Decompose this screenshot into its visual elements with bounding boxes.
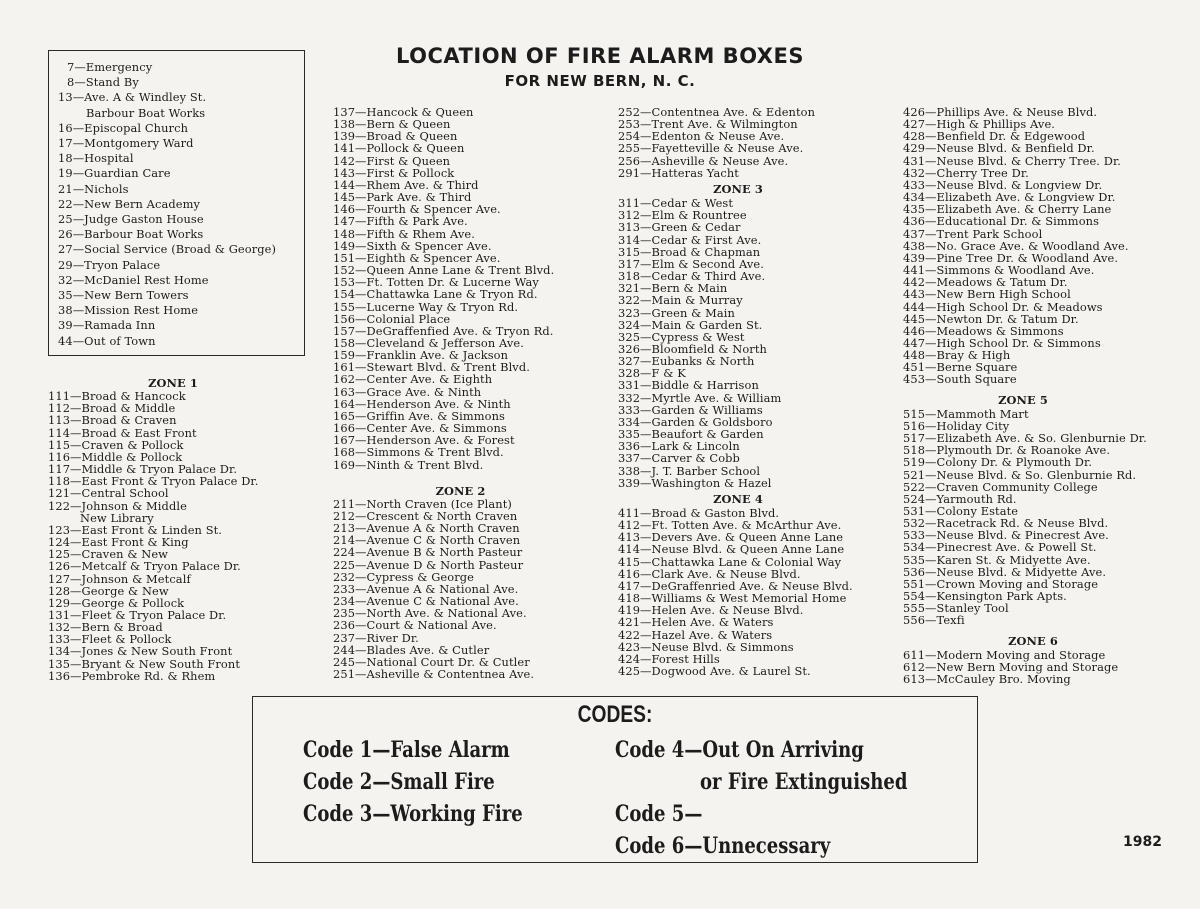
list-item: 422—Hazel Ave. & Waters	[618, 627, 773, 642]
list-item: 161—Stewart Blvd. & Trent Blvd.	[333, 360, 530, 375]
list-item: 439—Pine Tree Dr. & Woodland Ave.	[903, 250, 1119, 265]
list-item: 129—George & Pollock	[48, 595, 185, 610]
list-item: 126—Metcalf & Tryon Palace Dr.	[48, 559, 241, 574]
list-item: 432—Cherry Tree Dr.	[903, 165, 1029, 180]
list-item: 117—Middle & Tryon Palace Dr.	[48, 462, 238, 477]
list-item: 137—Hancock & Queen	[333, 105, 474, 119]
list-item: 337—Carver & Cobb	[618, 451, 740, 466]
list-item: 325—Cypress & West	[618, 329, 745, 344]
list-item: 136—Pembroke Rd. & Rhem	[48, 668, 216, 683]
list-item: 436—Educational Dr. & Simmons	[903, 214, 1100, 229]
list-item: 416—Clark Ave. & Neuse Blvd.	[618, 566, 801, 581]
list-item: 339—Washington & Hazel	[618, 475, 772, 490]
list-item: 336—Lark & Lincoln	[618, 439, 740, 454]
list-item: 32—McDaniel Rest Home	[58, 272, 209, 287]
list-item: 145—Park Ave. & Third	[333, 190, 472, 205]
list-item: 412—Ft. Totten Ave. & McArthur Ave.	[618, 518, 842, 533]
list-item: 438—No. Grace Ave. & Woodland Ave.	[903, 238, 1129, 253]
list-item: 443—New Bern High School	[903, 287, 1071, 302]
list-item: 116—Middle & Pollock	[48, 449, 183, 464]
list-item: 423—Neuse Blvd. & Simmons	[618, 639, 794, 654]
list-item: 424—Forest Hills	[618, 651, 720, 666]
list-item: 331—Biddle & Harrison	[618, 378, 759, 393]
list-item: 524—Yarmouth Rd.	[903, 491, 1017, 506]
list-item: 131—Fleet & Tryon Palace Dr.	[48, 607, 227, 622]
list-item: 7—Emergency	[67, 60, 153, 74]
list-item: 551—Crown Moving and Storage	[903, 576, 1099, 591]
list-item: 169—Ninth & Trent Blvd.	[333, 457, 484, 472]
list-item: 111—Broad & Hancock	[48, 389, 186, 404]
list-item: 335—Beaufort & Garden	[618, 427, 764, 442]
list-item: 224—Avenue B & North Pasteur	[333, 545, 523, 560]
list-item: 211—North Craven (Ice Plant)	[333, 496, 512, 511]
list-item: 323—Green & Main	[618, 305, 735, 320]
zone4-heading: ZONE 4	[713, 491, 763, 506]
list-item: 18—Hospital	[58, 151, 134, 166]
list-item: 122—Johnson & Middle	[48, 498, 187, 513]
list-item: 516—Holiday City	[903, 418, 1010, 433]
list-item: 134—Jones & New South Front	[48, 644, 233, 659]
list-item: 153—Ft. Totten Dr. & Lucerne Way	[333, 275, 539, 290]
zone1-heading: ZONE 1	[148, 376, 198, 390]
list-item: 19—Guardian Care	[58, 166, 171, 181]
list-item: 16—Episcopal Church	[58, 120, 189, 135]
list-item: 531—Colony Estate	[903, 504, 1019, 518]
list-item: 38—Mission Rest Home	[58, 303, 199, 318]
zone3-heading: ZONE 3	[713, 181, 763, 196]
list-item: 237—River Dr.	[333, 630, 419, 645]
list-item: 138—Bern & Queen	[333, 117, 451, 132]
list-item: 522—Craven Community College	[903, 479, 1098, 494]
list-item: 255—Fayetteville & Neuse Ave.	[618, 141, 804, 156]
list-item: 141—Pollock & Queen	[333, 141, 465, 156]
list-item: 213—Avenue A & North Craven	[333, 521, 520, 536]
list-item: 225—Avenue D & North Pasteur	[333, 557, 524, 572]
list-item: 429—Neuse Blvd. & Benfield Dr.	[903, 141, 1095, 156]
list-item: 555—Stanley Tool	[903, 601, 1009, 616]
list-item: 166—Center Ave. & Simmons	[333, 421, 507, 436]
list-item: 149—Sixth & Spencer Ave.	[333, 238, 492, 253]
list-item: 521—Neuse Blvd. & So. Glenburnie Rd.	[903, 467, 1137, 482]
list-item: 533—Neuse Blvd. & Pinecrest Ave.	[903, 528, 1109, 543]
list-item: 419—Helen Ave. & Neuse Blvd.	[618, 603, 804, 618]
zone5-heading: ZONE 5	[998, 392, 1048, 407]
list-item: 253—Trent Ave. & Wilmington	[618, 117, 798, 132]
list-item: 44—Out of Town	[58, 333, 156, 348]
code-4-continued: or Fire Extinguished	[700, 769, 908, 795]
list-item: 112—Broad & Middle	[48, 401, 176, 416]
list-item: 312—Elm & Rountree	[618, 208, 747, 223]
list-item: 414—Neuse Blvd. & Queen Anne Lane	[618, 542, 845, 557]
list-item: 233—Avenue A & National Ave.	[333, 581, 519, 596]
list-item: 159—Franklin Ave. & Jackson	[333, 348, 509, 363]
list-item: 22—New Bern Academy	[58, 196, 201, 211]
list-item: 244—Blades Ave. & Cutler	[333, 642, 490, 657]
list-item: 162—Center Ave. & Eighth	[333, 372, 493, 387]
list-item: 515—Mammoth Mart	[903, 406, 1029, 421]
list-item: 163—Grace Ave. & Ninth	[333, 384, 482, 399]
list-item: 437—Trent Park School	[903, 226, 1043, 241]
list-item: 252—Contentnea Ave. & Edenton	[618, 105, 816, 119]
list-item: 256—Asheville & Neuse Ave.	[618, 153, 789, 168]
list-item: 535—Karen St. & Midyette Ave.	[903, 552, 1091, 567]
list-item: 427—High & Phillips Ave.	[903, 117, 1056, 132]
zone6-heading: ZONE 6	[1008, 633, 1058, 648]
list-item: 114—Broad & East Front	[48, 425, 197, 440]
list-item: 444—High School Dr. & Meadows	[903, 299, 1103, 314]
list-item: 214—Avenue C & North Craven	[333, 533, 521, 548]
code-1: Code 1—False Alarm	[303, 737, 510, 763]
list-item: 143—First & Pollock	[333, 165, 455, 180]
list-item: 236—Court & National Ave.	[333, 618, 497, 633]
list-item: 251—Asheville & Contentnea Ave.	[333, 667, 535, 682]
list-item: 128—George & New	[48, 583, 169, 598]
list-item: 123—East Front & Linden St.	[48, 522, 223, 537]
list-item: 147—Fifth & Park Ave.	[333, 214, 468, 229]
list-item: 442—Meadows & Tatum Dr.	[903, 275, 1068, 290]
page-title: LOCATION OF FIRE ALARM BOXES	[396, 44, 804, 68]
list-item: 311—Cedar & West	[618, 196, 734, 211]
list-item: 611—Modern Moving and Storage	[903, 647, 1106, 662]
code-3: Code 3—Working Fire	[303, 801, 523, 827]
list-item: 322—Main & Murray	[618, 293, 743, 308]
list-item: 127—Johnson & Metcalf	[48, 571, 191, 586]
list-item: 327—Eubanks & North	[618, 354, 755, 369]
list-item: 142—First & Queen	[333, 153, 451, 168]
list-item: 434—Elizabeth Ave. & Longview Dr.	[903, 190, 1116, 205]
list-item: 519—Colony Dr. & Plymouth Dr.	[903, 455, 1093, 470]
list-item: 121—Central School	[48, 486, 169, 501]
list-item: 29—Tryon Palace	[58, 257, 161, 272]
special-boxes-list	[58, 60, 276, 349]
year-label: 1982	[1123, 834, 1162, 850]
list-item: 324—Main & Garden St.	[618, 317, 763, 332]
list-item: 425—Dogwood Ave. & Laurel St.	[618, 664, 811, 679]
list-item: 212—Crescent & North Craven	[333, 509, 518, 523]
list-item: 151—Eighth & Spencer Ave.	[333, 250, 501, 265]
list-item: 146—Fourth & Spencer Ave.	[333, 202, 501, 217]
page-subtitle: FOR NEW BERN, N. C.	[504, 72, 696, 90]
list-item: 556—Texfi	[903, 613, 965, 628]
list-item: 612—New Bern Moving and Storage	[903, 659, 1119, 674]
list-item: 132—Bern & Broad	[48, 620, 163, 635]
list-item: 139—Broad & Queen	[333, 129, 458, 144]
list-item: 245—National Court Dr. & Cutler	[333, 654, 530, 669]
list-item: 433—Neuse Blvd. & Longview Dr.	[903, 177, 1103, 192]
list-item: 446—Meadows & Simmons	[903, 323, 1064, 338]
list-item: 232—Cypress & George	[333, 569, 475, 584]
code-4: Code 4—Out On Arriving	[615, 737, 864, 763]
list-item: 314—Cedar & First Ave.	[618, 232, 762, 247]
codes-box	[252, 696, 978, 863]
list-item: 448—Bray & High	[903, 348, 1011, 363]
column-2	[333, 106, 588, 680]
list-item: 435—Elizabeth Ave. & Cherry Lane	[903, 202, 1112, 217]
list-item: 421—Helen Ave. & Waters	[618, 615, 774, 630]
list-item: 326—Bloomfield & North	[618, 341, 767, 356]
list-item: 428—Benfield Dr. & Edgewood	[903, 129, 1086, 144]
list-item: 167—Henderson Ave. & Forest	[333, 433, 515, 448]
list-item: 411—Broad & Gaston Blvd.	[618, 506, 780, 520]
list-item: 158—Cleveland & Jefferson Ave.	[333, 335, 524, 350]
list-item: 415—Chattawka Lane & Colonial Way	[618, 554, 842, 569]
list-item: 291—Hatteras Yacht	[618, 165, 739, 180]
list-item: 157—DeGraffenfied Ave. & Tryon Rd.	[333, 323, 554, 338]
list-item: 451—Berne Square	[903, 360, 1018, 375]
list-item: 418—Williams & West Memorial Home	[618, 591, 847, 606]
list-item: 21—Nichols	[58, 181, 129, 196]
list-item: 426—Phillips Ave. & Neuse Blvd.	[903, 105, 1098, 119]
list-item: Barbour Boat Works	[86, 105, 206, 120]
list-item: 234—Avenue C & National Ave.	[333, 594, 519, 609]
zone2-heading: ZONE 2	[435, 483, 486, 498]
list-item: 124—East Front & King	[48, 535, 189, 550]
list-item: 317—Elm & Second Ave.	[618, 256, 764, 271]
list-item: 17—Montgomery Ward	[58, 136, 194, 151]
list-item: 518—Plymouth Dr. & Roanoke Ave.	[903, 443, 1111, 458]
code-6: Code 6—Unnecessary	[615, 833, 831, 859]
list-item: 13—Ave. A & Windley St.	[58, 90, 207, 105]
list-item: 338—J. T. Barber School	[618, 463, 761, 478]
list-item: 156—Colonial Place	[333, 311, 451, 326]
list-item: 113—Broad & Craven	[48, 413, 177, 428]
list-item: 431—Neuse Blvd. & Cherry Tree. Dr.	[903, 153, 1121, 168]
list-item: 154—Chattawka Lane & Tryon Rd.	[333, 287, 538, 302]
list-item: 235—North Ave. & National Ave.	[333, 606, 527, 621]
list-item: 554—Kensington Park Apts.	[903, 589, 1067, 604]
list-item: 613—McCauley Bro. Moving	[903, 672, 1071, 687]
list-item: 453—South Square	[903, 372, 1017, 387]
list-item: 164—Henderson Ave. & Ninth	[333, 396, 511, 411]
list-item: 165—Griffin Ave. & Simmons	[333, 408, 505, 423]
list-item: 25—Judge Gaston House	[58, 212, 204, 227]
list-item: 334—Garden & Goldsboro	[618, 414, 773, 429]
list-item: 118—East Front & Tryon Palace Dr.	[48, 474, 259, 489]
list-item: 135—Bryant & New South Front	[48, 656, 240, 671]
list-item: 26—Barbour Boat Works	[58, 227, 204, 242]
list-item: 115—Craven & Pollock	[48, 437, 184, 452]
list-item: 313—Green & Cedar	[618, 220, 741, 235]
column-3	[618, 106, 858, 677]
list-item: 333—Garden & Williams	[618, 402, 763, 417]
list-item: 332—Myrtle Ave. & William	[618, 390, 782, 405]
list-item: 417—DeGraffenried Ave. & Neuse Blvd.	[618, 578, 853, 593]
list-item: 35—New Bern Towers	[58, 288, 189, 303]
list-item: 144—Rhem Ave. & Third	[333, 177, 479, 192]
list-item: 254—Edenton & Neuse Ave.	[618, 129, 785, 144]
list-item: 27—Social Service (Broad & George)	[58, 242, 277, 257]
code-5: Code 5—	[615, 801, 703, 827]
list-item: 318—Cedar & Third Ave.	[618, 269, 766, 284]
list-item: 532—Racetrack Rd. & Neuse Blvd.	[903, 516, 1109, 531]
list-item: 133—Fleet & Pollock	[48, 632, 172, 647]
list-item: 148—Fifth & Rhem Ave.	[333, 226, 475, 241]
column-4	[903, 106, 1163, 685]
list-item: 413—Devers Ave. & Queen Anne Lane	[618, 530, 844, 545]
list-item: 155—Lucerne Way & Tryon Rd.	[333, 299, 519, 314]
zone1-column	[48, 377, 298, 682]
list-item: 315—Broad & Chapman	[618, 244, 761, 259]
code-2: Code 2—Small Fire	[303, 769, 495, 795]
list-item: 125—Craven & New	[48, 547, 169, 562]
list-item: 517—Elizabeth Ave. & So. Glenburnie Dr.	[903, 431, 1147, 446]
list-item: 39—Ramada Inn	[58, 318, 156, 333]
list-item: 447—High School Dr. & Simmons	[903, 335, 1101, 350]
codes-title: CODES:	[577, 701, 653, 728]
list-item: 8—Stand By	[67, 75, 139, 90]
list-item: 328—F & K	[618, 366, 686, 381]
list-item: 168—Simmons & Trent Blvd.	[333, 445, 504, 460]
list-item: 441—Simmons & Woodland Ave.	[903, 263, 1095, 278]
list-item: 152—Queen Anne Lane & Trent Blvd.	[333, 263, 555, 278]
list-item: 445—Newton Dr. & Tatum Dr.	[903, 311, 1079, 326]
list-item: New Library	[80, 510, 154, 525]
list-item: 536—Neuse Blvd. & Midyette Ave.	[903, 564, 1107, 579]
list-item: 321—Bern & Main	[618, 281, 728, 296]
list-item: 534—Pinecrest Ave. & Powell St.	[903, 540, 1097, 555]
